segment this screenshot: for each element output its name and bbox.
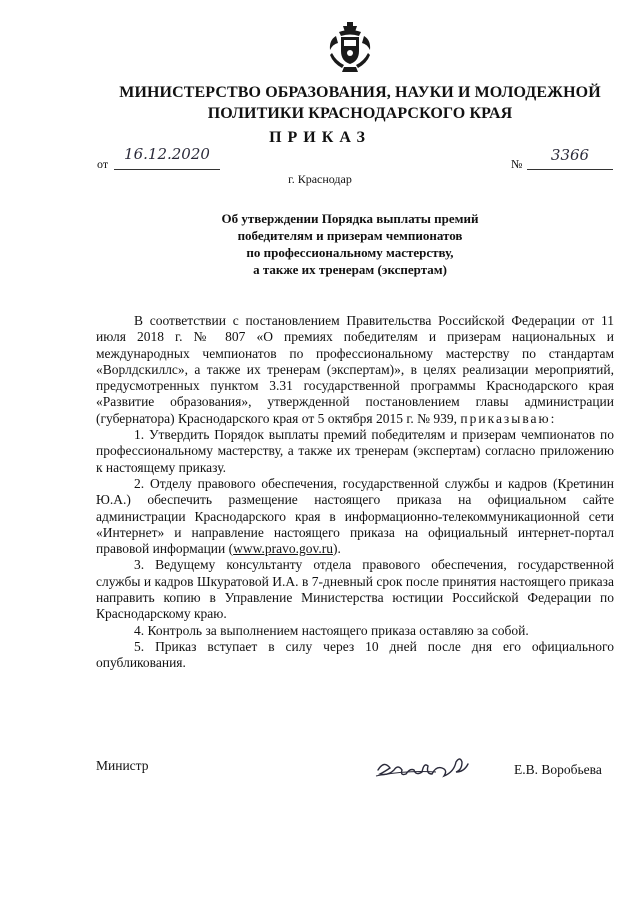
date-underline	[114, 169, 220, 170]
title-line: по профессиональному мастерству,	[246, 245, 454, 260]
ministry-name-line2: ПОЛИТИКИ КРАСНОДАРСКОГО КРАЯ	[207, 105, 513, 122]
document-title	[150, 210, 550, 278]
document-type-heading: ПРИКАЗ	[269, 129, 371, 146]
order-word: приказываю:	[460, 410, 557, 426]
pravo-link[interactable]: www.pravo.gov.ru	[233, 541, 333, 557]
ministry-name-line1: МИНИСТЕРСТВО ОБРАЗОВАНИЯ, НАУКИ И МОЛОДЕЖНОЙ	[119, 84, 601, 101]
date-value: 16.12.2020	[124, 145, 210, 163]
coat-of-arms-icon	[327, 20, 373, 76]
item-2-text: 2. Отделу правового обеспечения, государственной службы и кадров (Кретинин Ю.А.) обеспечить размещение настоящего приказа на официальном сайте администрации Краснодарского края в информационно-телекоммуникационной сети «Интернет» и направление настоящего приказа на официальный интернет-портал правовой информации (	[96, 475, 614, 557]
number-underline	[527, 169, 613, 170]
item-4: 4. Контроль за выполнением настоящего приказа оставляю за собой.	[134, 622, 529, 638]
preamble-paragraph	[96, 313, 614, 427]
title-line: победителям и призерам чемпионатов	[237, 228, 463, 243]
date-label: от	[97, 157, 109, 171]
number-label: №	[511, 157, 523, 171]
handwritten-signature	[372, 744, 492, 784]
title-line: а также их тренерам (экспертам)	[253, 262, 447, 277]
item-2	[96, 476, 614, 557]
preamble-text: В соответствии с постановлением Правительства Российской Федерации от 11 июля 2018 г. № 807 «О премиях победителям и призерам национальных и международных чемпионатов по профессиональному мастерству по стандартам «Ворлдскиллс», а также их тренерам (экспертам)», в целях реализации мероприятий, предусмотренных пунктом 3.31 государственной программы Краснодарского края «Развитие образования», утвержденной постановлением главы администрации (губернатора) Краснодарского края от 5 октября 2015 г. № 939,	[96, 313, 614, 426]
minister-title: Министр	[96, 758, 149, 773]
item-2-end: ).	[332, 541, 341, 557]
city-label: г. Краснодар	[288, 172, 352, 186]
number-value: 3366	[550, 146, 590, 164]
minister-name: Е.В. Воробьева	[514, 762, 602, 777]
item-5: 5. Приказ вступает в силу через 10 дней после дня его официального опубликования.	[96, 638, 614, 671]
item-3: 3. Ведущему консультанту отдела правового обеспечения, государственной службы и кадров Шкуратовой И.А. в 7-дневный срок после принятия настоящего приказа направить копию в Управление Министерства юстиции Российской Федерации по Краснодарскому краю.	[96, 557, 614, 622]
document-body	[96, 313, 614, 672]
item-1: 1. Утвердить Порядок выплаты премий победителям и призерам чемпионатов по профессиональному мастерству, а также их тренерам (экспертам) согласно приложению к настоящему приказу.	[96, 427, 614, 475]
title-line: Об утверждении Порядка выплаты премий	[221, 211, 479, 226]
